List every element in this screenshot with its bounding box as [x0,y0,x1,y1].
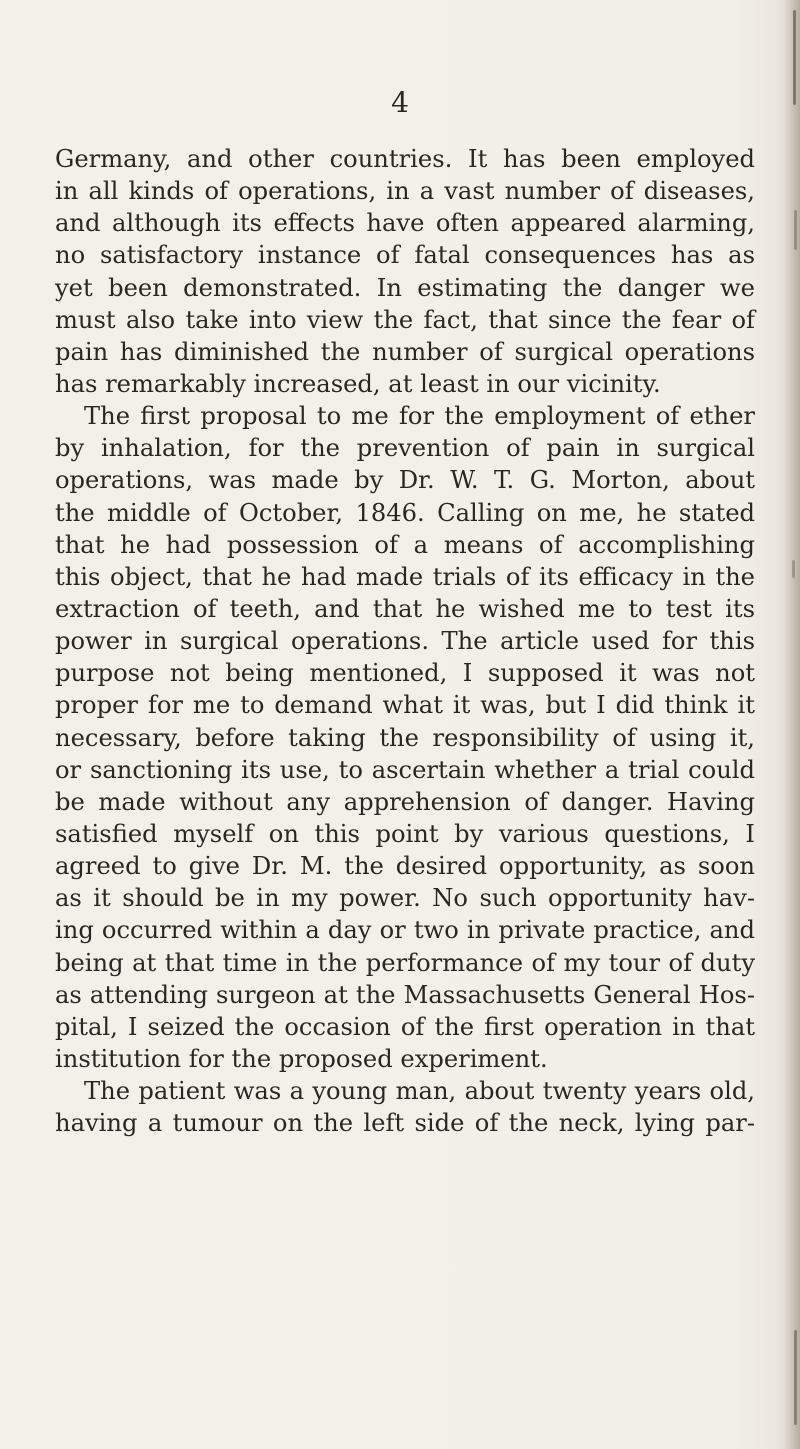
edge-speck [794,210,797,250]
text-line: yet been demonstrated. In estimating the danger we [55,273,755,302]
text-line: this object, that he had made trials of its efficacy in the [55,562,755,591]
text-line: pain has diminished the number of surgical operations [55,337,755,366]
text-line: necessary, before taking the responsibility of using it, [55,723,755,752]
page-edge-shadow [784,0,800,1449]
text-line: power in surgical operations. The article used for this [55,627,755,656]
text-line: extraction of teeth, and that he wished me to test its [55,594,755,623]
text-line: must also take into view the fact, that since the fear of [55,305,755,334]
text-line: pital, I seized the occasion of the first operation in that [55,1012,755,1041]
text-line: institution for the proposed experiment. [55,1044,548,1073]
text-line: ing occurred within a day or two in private practice, and [55,916,755,945]
text-line: or sanctioning its use, to ascertain whether a trial could [55,755,755,784]
text-line: and although its effects have often appeared alarming, [55,209,755,238]
text-line: purpose not being mentioned, I supposed it was not [55,659,755,688]
body-text [55,143,755,1139]
page-number: 4 [391,86,409,119]
edge-speck [794,1330,797,1425]
text-line: that he had possession of a means of accomplishing [55,530,755,559]
text-line: in all kinds of operations, in a vast number of diseases, [55,177,755,206]
text-line: as it should be in my power. No such opportunity hav- [55,884,755,913]
text-line: operations, was made by Dr. W. T. G. Morton, about [55,466,755,495]
text-line: The patient was a young man, about twenty years old, [84,1077,755,1106]
text-line: having a tumour on the left side of the neck, lying par- [55,1109,755,1138]
edge-speck [792,560,795,578]
text-line: no satisfactory instance of fatal consequences has as [55,241,755,270]
text-line: by inhalation, for the prevention of pain in surgical [55,434,755,463]
text-line: the middle of October, 1846. Calling on me, he stated [55,498,755,527]
text-line: proper for me to demand what it was, but I did think it [55,691,755,720]
text-line: agreed to give Dr. M. the desired opportunity, as soon [55,852,755,881]
text-line: satisfied myself on this point by various questions, I [55,819,755,848]
text-line: as attending surgeon at the Massachusetts General Hos- [55,980,755,1009]
text-line: be made without any apprehension of danger. Having [55,787,755,816]
text-line: being at that time in the performance of my tour of duty [55,948,755,977]
text-line: The first proposal to me for the employment of ether [84,402,755,431]
text-line: Germany, and other countries. It has been employed [55,145,755,173]
text-line: has remarkably increased, at least in our vicinity. [55,369,661,398]
